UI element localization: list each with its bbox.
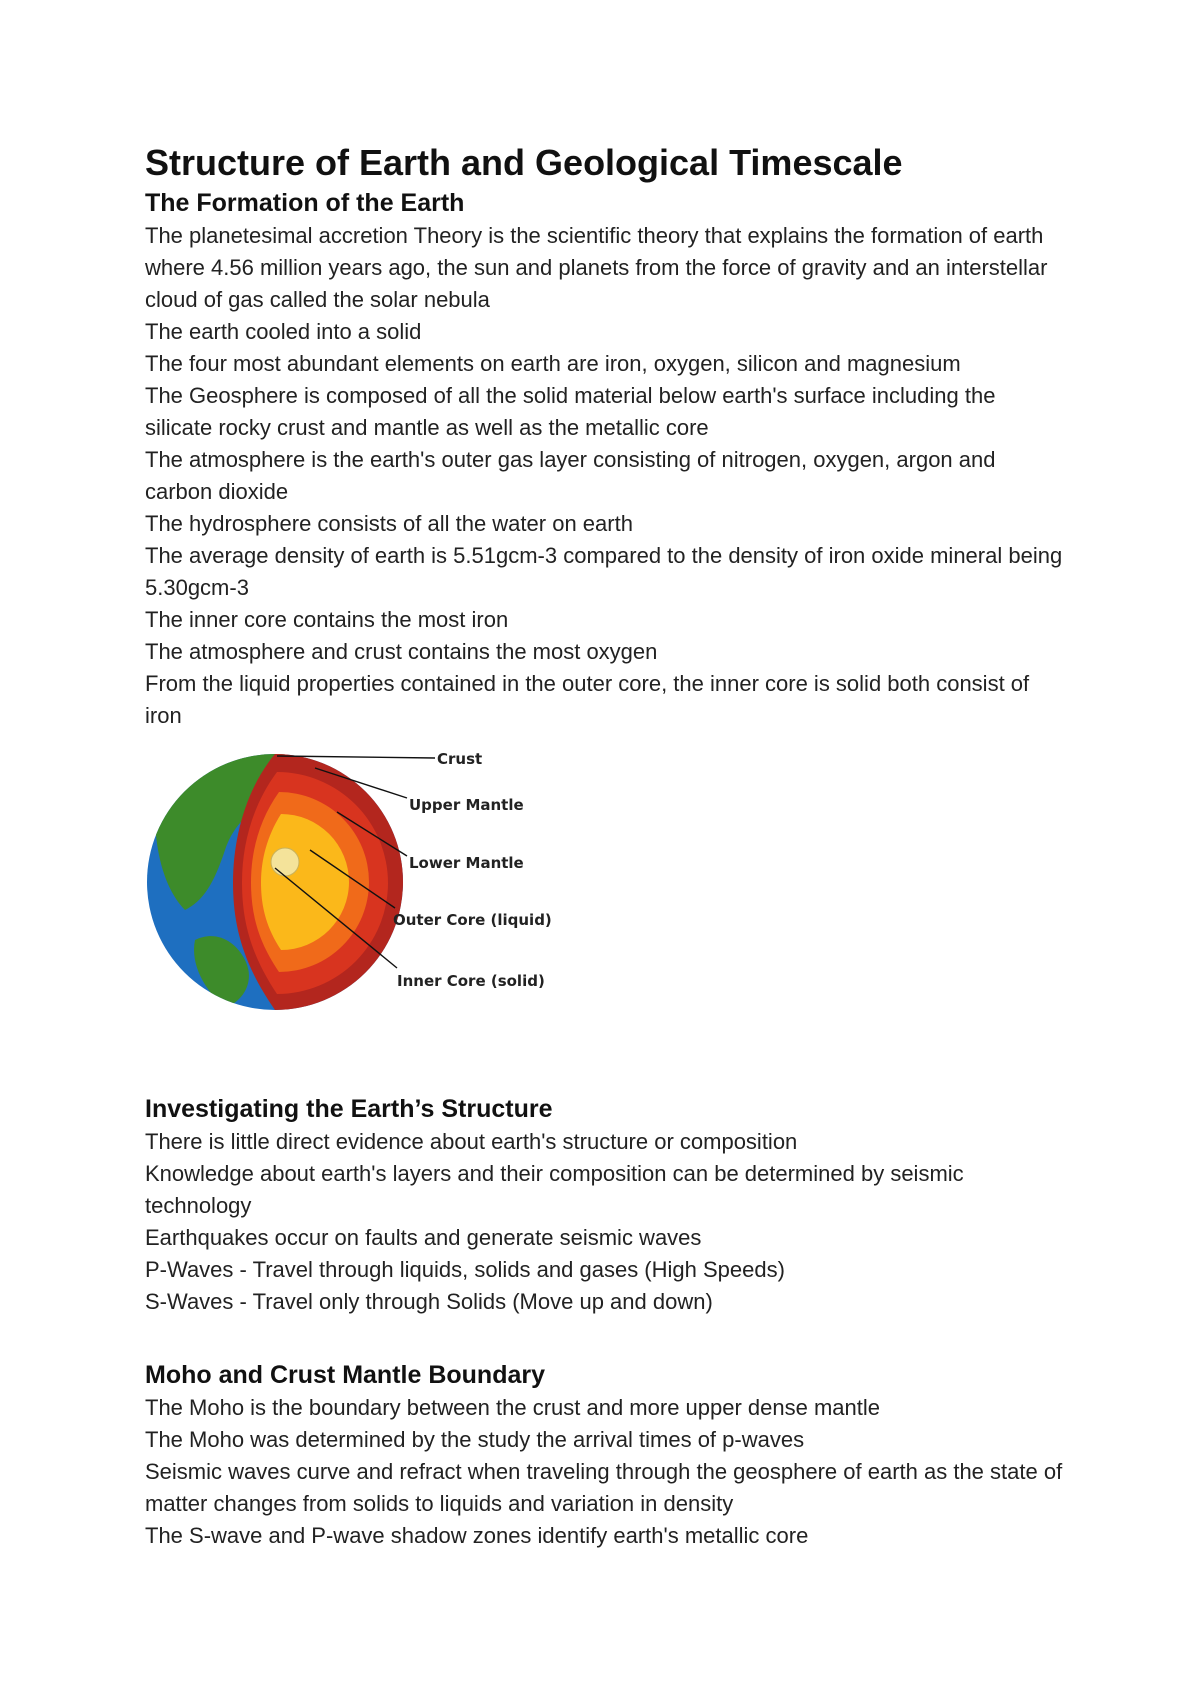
label-lower-mantle: Lower Mantle: [409, 854, 524, 872]
paragraph: Earthquakes occur on faults and generate seismic waves: [145, 1225, 702, 1250]
paragraph: The inner core contains the most iron: [145, 607, 509, 632]
globe: [147, 753, 403, 1010]
section-formation: [145, 140, 1065, 732]
paragraph: The earth cooled into a solid: [145, 319, 422, 344]
paragraph: Knowledge about earth's layers and their composition can be determined by seismic technology: [145, 1161, 964, 1218]
paragraph: The atmosphere is the earth's outer gas layer consisting of nitrogen, oxygen, argon and carbon dioxide: [145, 447, 996, 504]
section-investigating: [145, 1092, 1065, 1318]
paragraph: From the liquid properties contained in the outer core, the inner core is solid both consist of iron: [145, 671, 1030, 728]
section-heading: The Formation of the Earth: [145, 189, 465, 217]
paragraph: P-Waves - Travel through liquids, solids and gases (High Speeds): [145, 1257, 785, 1282]
label-upper-mantle: Upper Mantle: [409, 796, 524, 814]
section-moho: [145, 1358, 1065, 1552]
paragraph: The planetesimal accretion Theory is the scientific theory that explains the formation of earth where 4.56 million years ago, the sun and planets from the force of gravity and an interstellar cloud of gas called the solar nebula: [145, 223, 1048, 312]
paragraph: Seismic waves curve and refract when traveling through the geosphere of earth as the state of matter changes from solids to liquids and variation in density: [145, 1459, 1063, 1516]
paragraph: S-Waves - Travel only through Solids (Move up and down): [145, 1289, 713, 1314]
paragraph: The four most abundant elements on earth are iron, oxygen, silicon and magnesium: [145, 351, 961, 376]
label-inner-core: Inner Core (solid): [397, 972, 545, 990]
paragraph: The average density of earth is 5.51gcm-3 compared to the density of iron oxide mineral being 5.30gcm-3: [145, 543, 1063, 600]
label-outer-core: Outer Core (liquid): [393, 911, 552, 929]
section-heading: Investigating the Earth’s Structure: [145, 1095, 553, 1123]
paragraph: The hydrosphere consists of all the water on earth: [145, 511, 633, 536]
paragraph: The S-wave and P-wave shadow zones identify earth's metallic core: [145, 1523, 809, 1548]
label-crust: Crust: [437, 750, 483, 768]
paragraph: The Geosphere is composed of all the solid material below earth's surface including the silicate rocky crust and mantle as well as the metallic core: [145, 383, 996, 440]
paragraph: The Moho is the boundary between the crust and more upper dense mantle: [145, 1395, 881, 1420]
inner-core-layer: [271, 848, 299, 876]
paragraph: There is little direct evidence about earth's structure or composition: [145, 1129, 798, 1154]
paragraph: The atmosphere and crust contains the most oxygen: [145, 639, 658, 664]
paragraph: The Moho was determined by the study the arrival times of p-waves: [145, 1427, 805, 1452]
page-title: Structure of Earth and Geological Timescale: [145, 142, 903, 183]
earth-layers-diagram: [145, 740, 605, 1030]
section-heading: Moho and Crust Mantle Boundary: [145, 1361, 545, 1389]
